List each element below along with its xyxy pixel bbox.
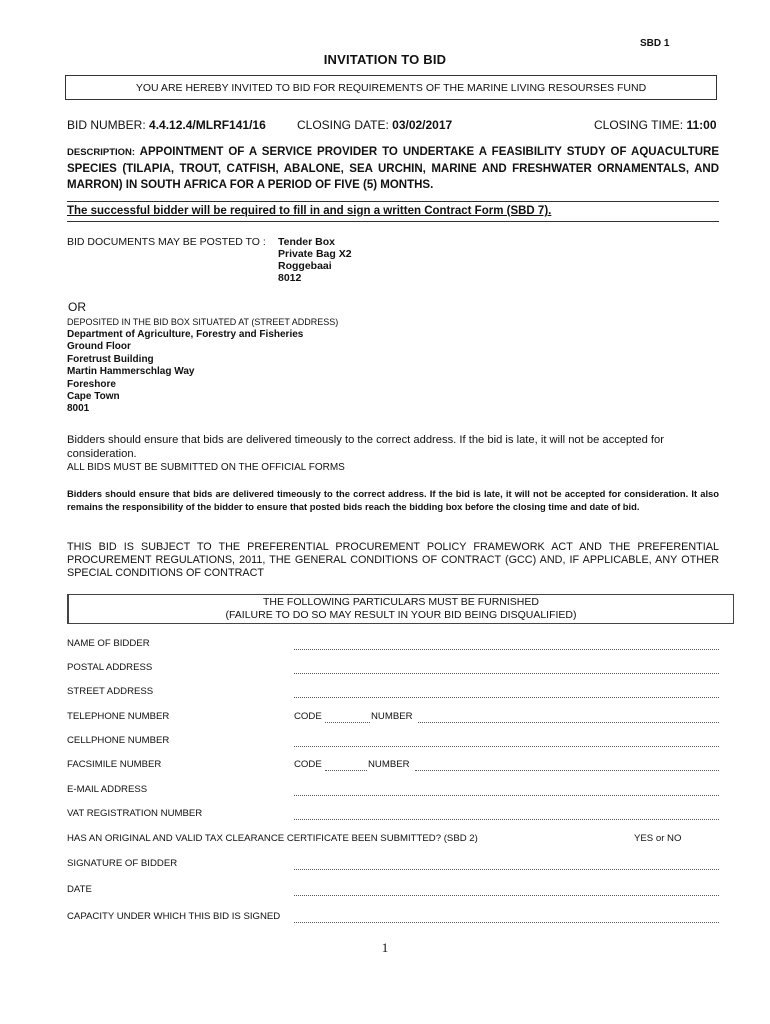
cellphone-label: CELLPHONE NUMBER [67,735,170,746]
deposit-address: Department of Agriculture, Forestry and Fisheries Ground Floor Foretrust Building Martin Hammerschlag Way Foreshore Cape Town 8001 [67,329,304,415]
telephone-label: TELEPHONE NUMBER [67,711,170,722]
or-label: OR [68,300,86,314]
facsimile-code-label: CODE [294,759,322,770]
bid-number-value: 4.4.12.4/MLRF141/16 [149,118,266,132]
closing-time: CLOSING TIME: 11:00 [594,118,717,132]
signature-field[interactable] [294,858,719,870]
telephone-field[interactable] [294,711,719,723]
subject-notice: THIS BID IS SUBJECT TO THE PREFERENTIAL PROCUREMENT POLICY FRAMEWORK ACT AND THE PREFERENTIAL PROCUREMENT REGULATIONS, 2011, THE GENERAL CONDITIONS OF CONTRACT (GCC) AND, IF APPLICABLE, ANY OTHER SPECIAL CONDITIONS OF CONTRACT [67,541,719,579]
posting-address: Tender Box Private Bag X2 Roggebaai 8012 [278,236,352,284]
particulars-line-1: THE FOLLOWING PARTICULARS MUST BE FURNISHED [263,596,539,608]
capacity-label: CAPACITY UNDER WHICH THIS BID IS SIGNED [67,911,281,922]
delivery-notice-bold: Bidders should ensure that bids are delivered timeously to the correct address. If the bid is late, it will not be accepted for consideration. It also remains the responsibility of the bidder to ensure that posted bids reach the bidding box before the closing time and date of bid. [67,488,719,512]
divider [67,221,719,222]
closing-time-value: 11:00 [686,118,717,132]
tax-clearance-question: HAS AN ORIGINAL AND VALID TAX CLEARANCE CERTIFICATE BEEN SUBMITTED? (SBD 2) [67,833,478,844]
bid-number: BID NUMBER: 4.4.12.4/MLRF141/16 [67,118,266,132]
page-number: 1 [381,940,389,955]
telephone-number-field[interactable] [418,711,719,723]
invitation-text: YOU ARE HEREBY INVITED TO BID FOR REQUIREMENTS OF THE MARINE LIVING RESOURSES FUND [135,81,647,94]
capacity-field[interactable] [294,911,719,923]
divider [67,201,719,202]
facsimile-code-field[interactable] [325,759,367,771]
description-label: DESCRIPTION: [67,147,136,158]
email-label: E-MAIL ADDRESS [67,784,148,795]
signature-label: SIGNATURE OF BIDDER [67,858,178,869]
invitation-box [65,75,717,100]
form-code: SBD 1 [640,38,670,49]
posting-label: BID DOCUMENTS MAY BE POSTED TO : [67,236,266,248]
name-field[interactable] [294,638,719,650]
vat-field[interactable] [294,808,719,820]
vat-label: VAT REGISTRATION NUMBER [67,808,203,819]
facsimile-field[interactable] [294,759,719,771]
telephone-code-label: CODE [294,711,322,722]
closing-date-value: 03/02/2017 [392,118,453,132]
delivery-notice: Bidders should ensure that bids are delivered timeously to the correct address. If the bid is late, it will not be accepted for consideration. [67,434,664,460]
street-address-field[interactable] [294,686,719,698]
street-address-label: STREET ADDRESS [67,686,154,697]
particulars-line-2: (FAILURE TO DO SO MAY RESULT IN YOUR BID BEING DISQUALIFIED) [225,609,577,621]
telephone-code-field[interactable] [325,711,370,723]
contract-note: The successful bidder will be required to fill in and sign a written Contract Form (SBD 7). [67,205,552,217]
particulars-box [67,594,734,624]
email-field[interactable] [294,784,719,796]
description-text: APPOINTMENT OF A SERVICE PROVIDER TO UNDERTAKE A FEASIBILITY STUDY OF AQUACULTURE SPECIES (TILAPIA, TROUT, CATFISH, ABALONE, SEA URCHIN, MARINE AND FRESHWATER ORNAMENTALS, AND MARRON) IN SOUTH AFRICA FOR A PERIOD OF FIVE (5) MONTHS. [67,146,719,191]
facsimile-number-label: NUMBER [368,759,410,770]
date-label: DATE [67,884,92,895]
deposit-label: DEPOSITED IN THE BID BOX SITUATED AT (STREET ADDRESS) [67,317,339,327]
facsimile-label: FACSIMILE NUMBER [67,759,162,770]
facsimile-number-field[interactable] [415,759,719,771]
page-title: INVITATION TO BID [323,52,447,67]
description [67,144,719,193]
closing-date: CLOSING DATE: 03/02/2017 [297,118,453,132]
cellphone-field[interactable] [294,735,719,747]
tax-clearance-yes-no[interactable]: YES or NO [634,833,682,844]
official-forms-notice: ALL BIDS MUST BE SUBMITTED ON THE OFFICIAL FORMS [67,462,345,473]
postal-address-label: POSTAL ADDRESS [67,662,153,673]
postal-address-field[interactable] [294,662,719,674]
name-label: NAME OF BIDDER [67,638,150,649]
telephone-number-label: NUMBER [371,711,413,722]
date-field[interactable] [294,884,719,896]
